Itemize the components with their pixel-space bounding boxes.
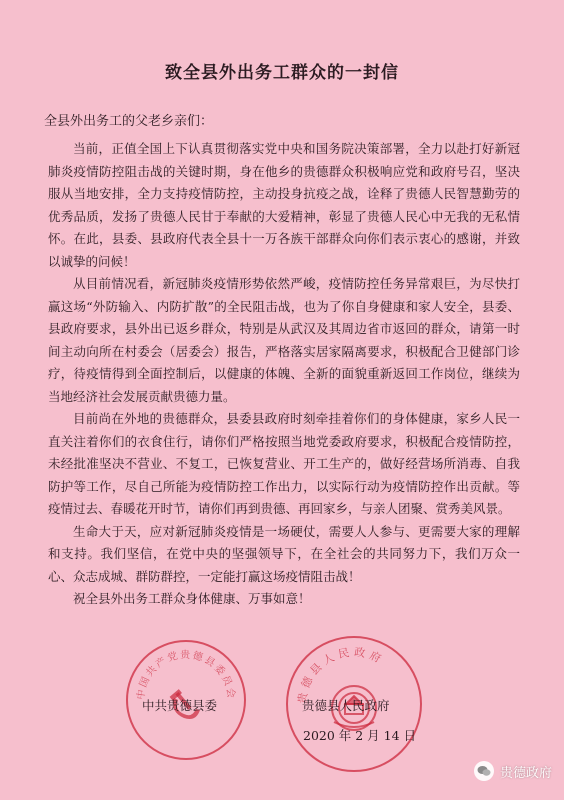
salutation: 全县外出务工的父老乡亲们： <box>44 114 214 129</box>
letter-date: 2020 年 2 月 14 日 <box>303 728 417 743</box>
watermark-label: 贵德政府 <box>499 765 552 781</box>
paragraph: 生命大于天，应对新冠肺炎疫情是一场硬仗，需要人人参与、更需要大家的理解和支持。我们坚信，在党中央的坚强领导下，在全社会的共同努力下，我们万众一心、众志成城、群防群控，一定能打赢这场疫情阻击战！ <box>48 523 520 584</box>
paragraph: 当前，正值全国上下认真贯彻落实党中央和国务院决策部署，全力以赴打好新冠肺炎疫情防控阻击战的关键时期，身在他乡的贵德群众积极响应党和政府号召，坚决服从当地安排，全力支持疫情防控，主动投身抗疫之战，诠释了贵德人民智慧勤劳的优秀品质，发扬了贵德人民甘于奉献的大爱精神，彰显了贵德人民心中无我的无私情怀。在此，县委、县政府代表全县十一万各族干部群众向你们表示衷心的感谢，并致以诚挚的问候！ <box>48 141 520 269</box>
closing-wish: 祝全县外出务工群众身体健康、万事如意！ <box>73 591 311 606</box>
signer-party-committee: 中共贵德县委 <box>142 698 218 713</box>
letter-body <box>48 138 520 611</box>
wechat-icon <box>474 761 494 781</box>
account-watermark <box>474 760 552 782</box>
svg-text:贵德县人民政府: 贵德县人民政府 <box>295 645 387 705</box>
signer-county-government: 贵德县人民政府 <box>302 698 390 713</box>
letter-title: 致全县外出务工群众的一封信 <box>165 63 399 83</box>
paragraph: 从目前情况看，新冠肺炎疫情形势依然严峻，疫情防控任务异常艰巨，为尽快打赢这场“外防输入、内防扩散”的全民阻击战，也为了你自身健康和家人安全，县委、县政府要求，县外出已返乡群众，特别是从武汉及其周边省市返回的群众，请第一时间主动向所在村委会（居委会）报告，严格落实居家隔离要求，积极配合卫健部门诊疗，待疫情得到全面控制后，以健康的体魄、全新的面貌重新返回工作岗位，继续为当地经济社会发展贡献贵德力量。 <box>48 276 520 404</box>
svg-text:中国共产党贵德县委员会: 中国共产党贵德县委员会 <box>135 649 237 701</box>
paragraph: 目前尚在外地的贵德群众，县委县政府时刻牵挂着你们的身体健康，家乡人民一直关注着你们的衣食住行，请你们严格按照当地党委政府要求，积极配合疫情防控，未经批准坚决不营业、不复工，已恢复营业、开工生产的，做好经营场所消毒、自我防护等工作，尽自己所能为疫情防控工作出力，以实际行动为疫情防控作出贡献。等疫情过去、春暖花开时节，请你们再到贵德、再回家乡，与亲人团聚、赏秀美风景。 <box>48 411 520 516</box>
